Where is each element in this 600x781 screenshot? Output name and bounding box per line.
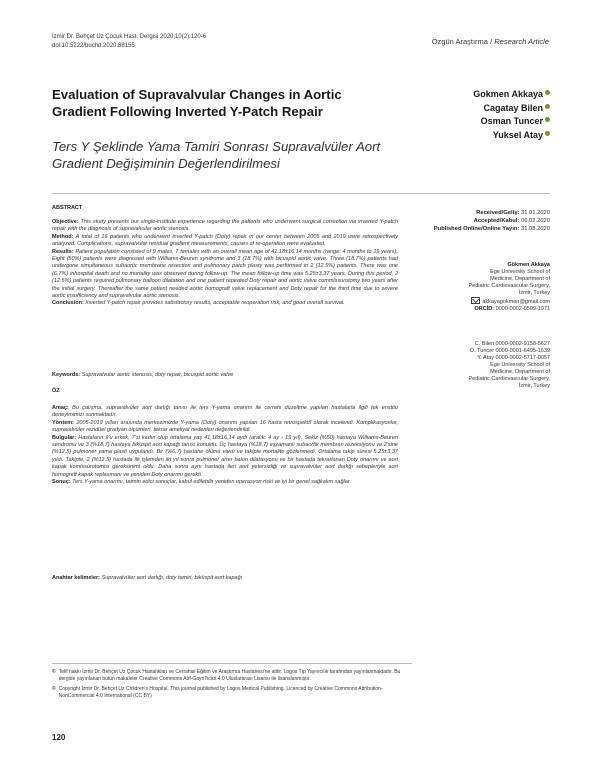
affiliation-line: İzmir, Turkey: [518, 290, 550, 296]
license-tr-row: © Telif hakkı İzmir Dr. Behçet Uz Çocuk Hastalıkları ve Cerrahisi Eğitim ve Araştırma Hastanesi'ne aittir. Logos Tıp Yayıncılık tarafından yayınlanmaktadır. Bu dergide yayınlanan bütün makaleler Creative Commons Atıf-GayriTicari 4.0 Uluslararası Lisansı ile lisanslanmıştır.: [52, 669, 401, 682]
affiliation-line: Pediatric Cardiovascular Surgery,: [468, 283, 550, 289]
orcid-icon[interactable]: [545, 117, 550, 122]
affiliation-line: Pediatric Cardiovascular Surgery,: [468, 376, 550, 382]
published-date: Published Online/Online Yayın: 31.08.2020: [433, 226, 550, 233]
oz-bulgular: Bulgular: Hastaların 9'u erkek, 7'si kadın olup ortalama yaş 41,18±16,14 aydı (aralık: 4 ay - 19 yıl). Sekiz (%50) hastaya Williams-Beuren sendromu ve 3 (%18,7) hastaya biküspit aort kapağı tanısı konuldu. Üç hastaya (%18,7) eşzamanlı subaortik membran rezeksiyonu ve 2'sine (%12,5) pulmoner yama plasti uygulandı. Bir (%6,7) hastane ölümü vardı ve takipte mortalite gözlenmedi. Ortalama takip süresi 5,25±3,37 yıldı. Takipte, 2 (%12,5) hastada ilk işlemden iki yıl sonra pulmoner arter balon dilatasyonu ve bir hastada tekrarlanan Doty onarımı ve aort kapak komissürotomisi gereksinimi oldu. Daha sonra aynı hastada ileri aort yetersizliği ve supravalvüler aort darlığı sebepleriyle aort homogreft kapak replasmanı ve yeniden Doty onarımı gerekti.: [52, 434, 399, 478]
author-item: Yuksel Atay: [390, 129, 550, 143]
affiliation-line: Ege University School of: [490, 269, 550, 275]
abstract-conclusion: Conclusion: Inverted Y-patch repair provides satisfactory results, acceptable reoperation risk, and good overall survival.: [52, 300, 345, 307]
divider: [52, 193, 550, 194]
footer-divider: [52, 663, 412, 664]
copyright-icon: ©: [52, 669, 56, 675]
orcid-icon[interactable]: [545, 90, 550, 95]
author-list: [390, 88, 550, 142]
oz-body: [52, 405, 398, 486]
oz-yontem: Yöntem: 2005-2019 yılları arasında merkezimizde Y-yama (Doty) onarımı yapılan 16 hasta retrospektif olarak incelendi. Komplikasyonlar, supravalvüler rezidüel gradyan ölçümleri, tekrar ameliyat nedenleri değerlendirildi.: [52, 419, 399, 434]
doi-link[interactable]: doi:10.5222/buchd.2020.88155: [52, 43, 135, 49]
title-turkish: Ters Y Şeklinde Yama Tamiri Sonrası Supravalvüler Aort Gradient Değişiminin Değerlendirilmesi: [52, 139, 381, 171]
affiliation-line: Medicine, Department of: [490, 276, 550, 282]
affiliation-line: Medicine, Department of: [490, 369, 550, 375]
article-type-en: Research Article: [494, 37, 549, 46]
email-line[interactable]: [400, 297, 550, 306]
oz-amac: Amaç: Bu çalışma, supravalvüler aort darlığı tanısı ile ters Y-yama onarımı ile cerrahi düzeltme yapılan hastalarla ilgili tek enstitü deneyimimizi sunmaktadır.: [52, 405, 398, 419]
coauthor-orcid[interactable]: Y. Atay 0000-0002-5717-0057: [477, 355, 550, 361]
abstract-body: [52, 219, 398, 308]
article-type-tr: Özgün Araştırma: [431, 37, 488, 46]
coauthor-orcid[interactable]: C. Bilen 0000-0002-9158-5627: [474, 341, 550, 347]
orcid-id[interactable]: 0000-0002-0509-1971: [495, 306, 550, 312]
abstract-heading: ABSTRACT: [52, 205, 83, 211]
page-number: 120: [52, 733, 66, 742]
orcid-icon[interactable]: [545, 104, 550, 109]
abstract-keywords: Keywords: Supravalvular aortic stenosis, doty repair, bicuspid aortic valve: [52, 372, 234, 378]
author-item: Osman Tuncer: [390, 115, 550, 129]
affiliation-line: İzmir, Turkey: [518, 383, 550, 389]
journal-header: [52, 33, 206, 51]
abstract-method: Method: A total of 16 patients who underwent inverted Y-patch (Doty) repair in our center between 2005 and 2019 were retrospectively analyzed. Complications, supravalvular residual gradient measurements, causes of re-operation were evaluated.: [52, 233, 398, 248]
article-type: Özgün Araştırma / Research Article: [431, 37, 549, 46]
mail-icon: [471, 297, 480, 304]
received-date: Received/Geliş: 31.01.2020: [476, 210, 550, 216]
title-english: Evaluation of Supravalvular Changes in Aortic Gradient Following Inverted Y-Patch Repair: [52, 87, 342, 119]
affiliation-line: Ege University School of: [490, 362, 550, 368]
oz-keywords: Anahtar kelimeler: Supravalvüler aort darlığı, doty tamiri, biküspit aort kapağı: [52, 575, 243, 581]
journal-citation: İzmir Dr. Behçet Uz Çocuk Hast. Dergisi 2020;10(2):120-6: [52, 34, 207, 40]
license-en-row: © Copyright İzmir Dr. Behçet Uz Children's Hospital. This journal published by Logos Medical Publishing. Licenced by Creative Commons Attribution-NonCommercial 4.0 International (CC BY): [52, 686, 383, 699]
orcid-line: ORCİD: 0000-0002-0509-1971: [474, 306, 550, 312]
orcid-icon[interactable]: [545, 131, 550, 136]
coauthor-orcid[interactable]: O. Tuncer 0000-0001-6495-1639: [469, 348, 550, 354]
author-item: Cagatay Bilen: [390, 102, 550, 116]
abstract-objective: Objective: This study presents our single-institute experience regarding the patients who underwent surgical correction via inverted Y-patch repair with the diagnosis of supravalvular aortic stenosis.: [52, 219, 398, 233]
license-footer: [52, 669, 412, 699]
copyright-icon: ©: [52, 686, 56, 693]
abstract-results: Results: Patient population consisted of 9 males, 7 females with an overall mean age of 41.18±16.14 months (range: 4 months to 19 years). Eight (50%) patients were diagnosed with Williams-Beuren syndrome and 3 (18.7%) with bicuspid aortic valve. Three (18.7%) patients had undergone simultaneous subaortic membrane resection and pulmonary patch plasty was performed in 2 (12.5%) patients. There was one (6.7%) inhospital death and no mortality was observed during follow-up. The mean follow-up time was 5.25±3.37 years. During this period, 2 (12.5%) patients required pulmonary balloon dilatation and one patient repeated Doty repair and aortic valve commissurotomy two years after the initial surgery. Thereafter the same patient needed aortic homograft valve replacement and Doty repair for the third time due to severe aortic insufficiency and supravalvular aortic stenosis.: [52, 248, 398, 300]
accepted-date: Accepted/Kabul: 06.02.2020: [473, 218, 550, 225]
oz-sonuc: Sonuç: Ters Y-yama onarımı, tatmin edici sonuçlar, kabul edilebilir yeniden operasyon riski ve iyi bir genel sağkalım sağlar.: [52, 479, 351, 486]
coauthor-block: [400, 341, 550, 390]
oz-heading: ÖZ: [52, 388, 60, 394]
correspondence-name: Gökmen Akkaya: [507, 262, 550, 268]
correspondence-block: [400, 262, 550, 313]
email-address[interactable]: akkayagokmen@gmail.com: [482, 299, 550, 305]
article-dates: [350, 209, 550, 234]
author-item: Gokmen Akkaya: [390, 88, 550, 102]
